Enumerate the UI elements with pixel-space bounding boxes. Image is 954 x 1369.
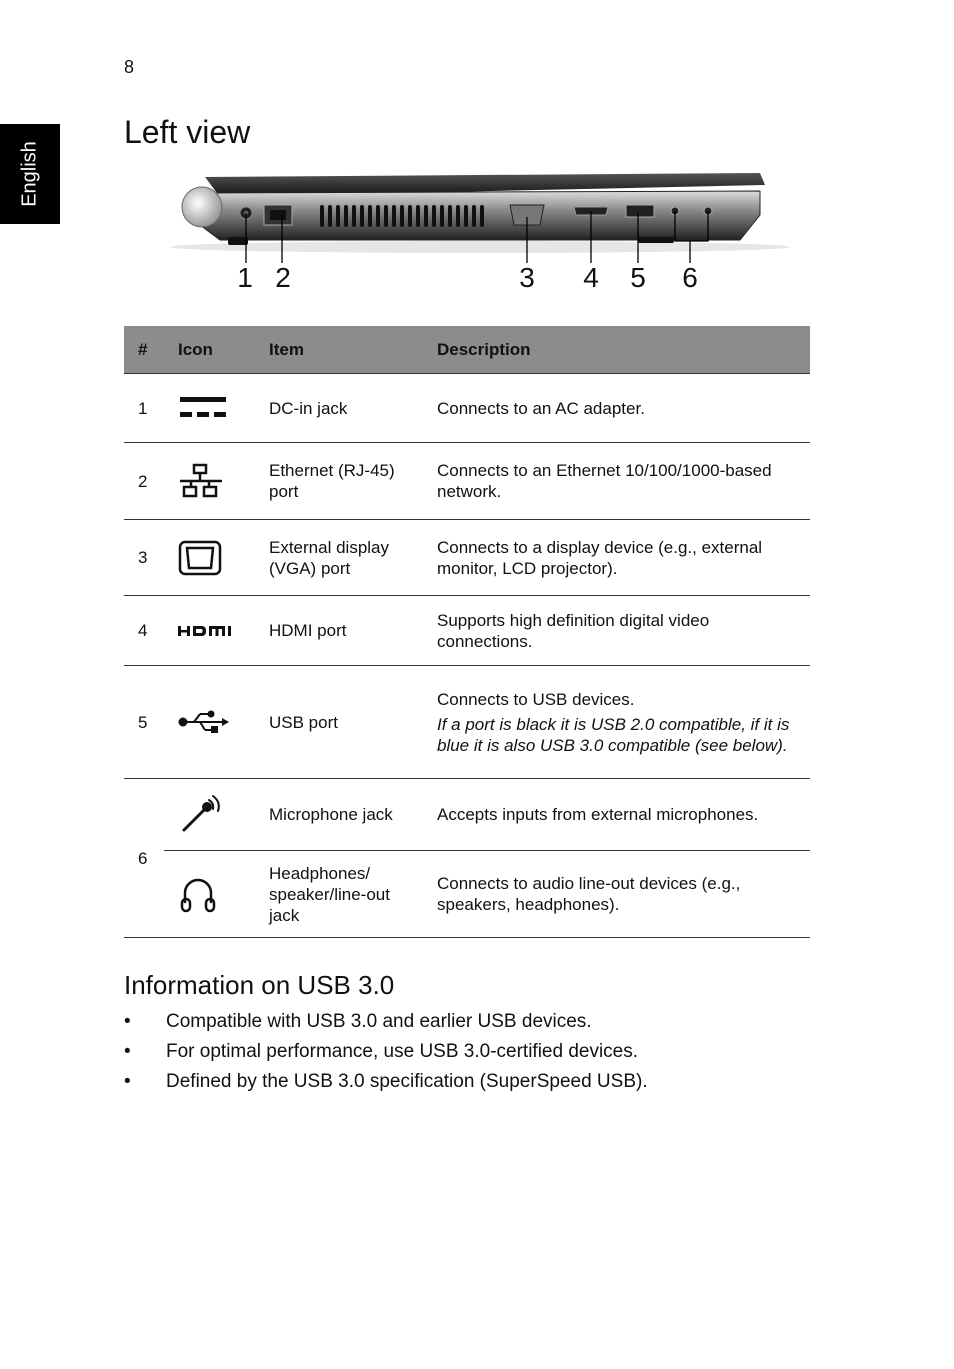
laptop-left-view-illustration (160, 155, 800, 305)
row-description-note: If a port is black it is USB 2.0 compatible, if it is blue it is also USB 3.0 compatible (see below). (437, 714, 790, 755)
header-item: Item (255, 326, 423, 374)
callout-5: 5 (630, 262, 646, 293)
row-description: Connects to audio line-out devices (e.g., speakers, headphones). (423, 851, 810, 938)
callout-1: 1 (237, 262, 253, 293)
table-row (124, 666, 810, 779)
row-description: Accepts inputs from external microphones. (423, 779, 810, 851)
microphone-icon (178, 794, 224, 836)
row-num: 6 (124, 779, 164, 938)
table-row (124, 374, 810, 443)
list-item: • Defined by the USB 3.0 specification (SuperSpeed USB). (124, 1070, 648, 1100)
row-description: Connects to USB devices. (437, 689, 635, 709)
header-icon: Icon (164, 326, 255, 374)
callout-3: 3 (519, 262, 535, 293)
usb-icon (178, 709, 230, 735)
row-description: Connects to a display device (e.g., external monitor, LCD projector). (423, 520, 810, 596)
row-description: Connects to an Ethernet 10/100/1000-based network. (423, 443, 810, 520)
row-num: 3 (124, 520, 164, 596)
table-row (124, 443, 810, 520)
row-num: 4 (124, 596, 164, 666)
usb-info-title: Information on USB 3.0 (124, 970, 395, 1000)
row-item: Microphone jack (255, 779, 423, 851)
row-num: 1 (124, 374, 164, 443)
page-number: 8 (124, 57, 135, 77)
table-row (124, 596, 810, 666)
ethernet-icon (178, 463, 224, 499)
header-num: # (124, 326, 164, 374)
callout-4: 4 (583, 262, 599, 293)
row-description: Connects to an AC adapter. (423, 374, 810, 443)
table-row (124, 520, 810, 596)
row-item: USB port (255, 666, 423, 779)
row-item: External display (VGA) port (255, 520, 423, 596)
hdmi-icon (178, 624, 234, 638)
callout-2: 2 (275, 262, 291, 293)
table-row (124, 779, 810, 851)
row-item: Ethernet (RJ-45) port (255, 443, 423, 520)
list-item: • For optimal performance, use USB 3.0-certified devices. (124, 1040, 648, 1070)
row-item: DC-in jack (255, 374, 423, 443)
row-item: HDMI port (255, 596, 423, 666)
row-num: 2 (124, 443, 164, 520)
table-header-row (124, 326, 810, 374)
vga-icon (178, 540, 224, 576)
row-item: Headphones/ speaker/line-out jack (255, 851, 423, 938)
language-tab (0, 124, 60, 224)
callout-6: 6 (682, 262, 698, 293)
header-description: Description (423, 326, 810, 374)
usb-info-list (124, 1010, 648, 1100)
section-title: Left view (124, 114, 251, 150)
list-item: • Compatible with USB 3.0 and earlier USB devices. (124, 1010, 648, 1040)
language-tab-label: English (18, 141, 41, 207)
row-num: 5 (124, 666, 164, 779)
ports-table (124, 326, 810, 938)
table-row (124, 851, 810, 938)
row-description: Supports high definition digital video connections. (423, 596, 810, 666)
dc-in-icon (178, 395, 228, 421)
headphones-icon (178, 874, 218, 914)
